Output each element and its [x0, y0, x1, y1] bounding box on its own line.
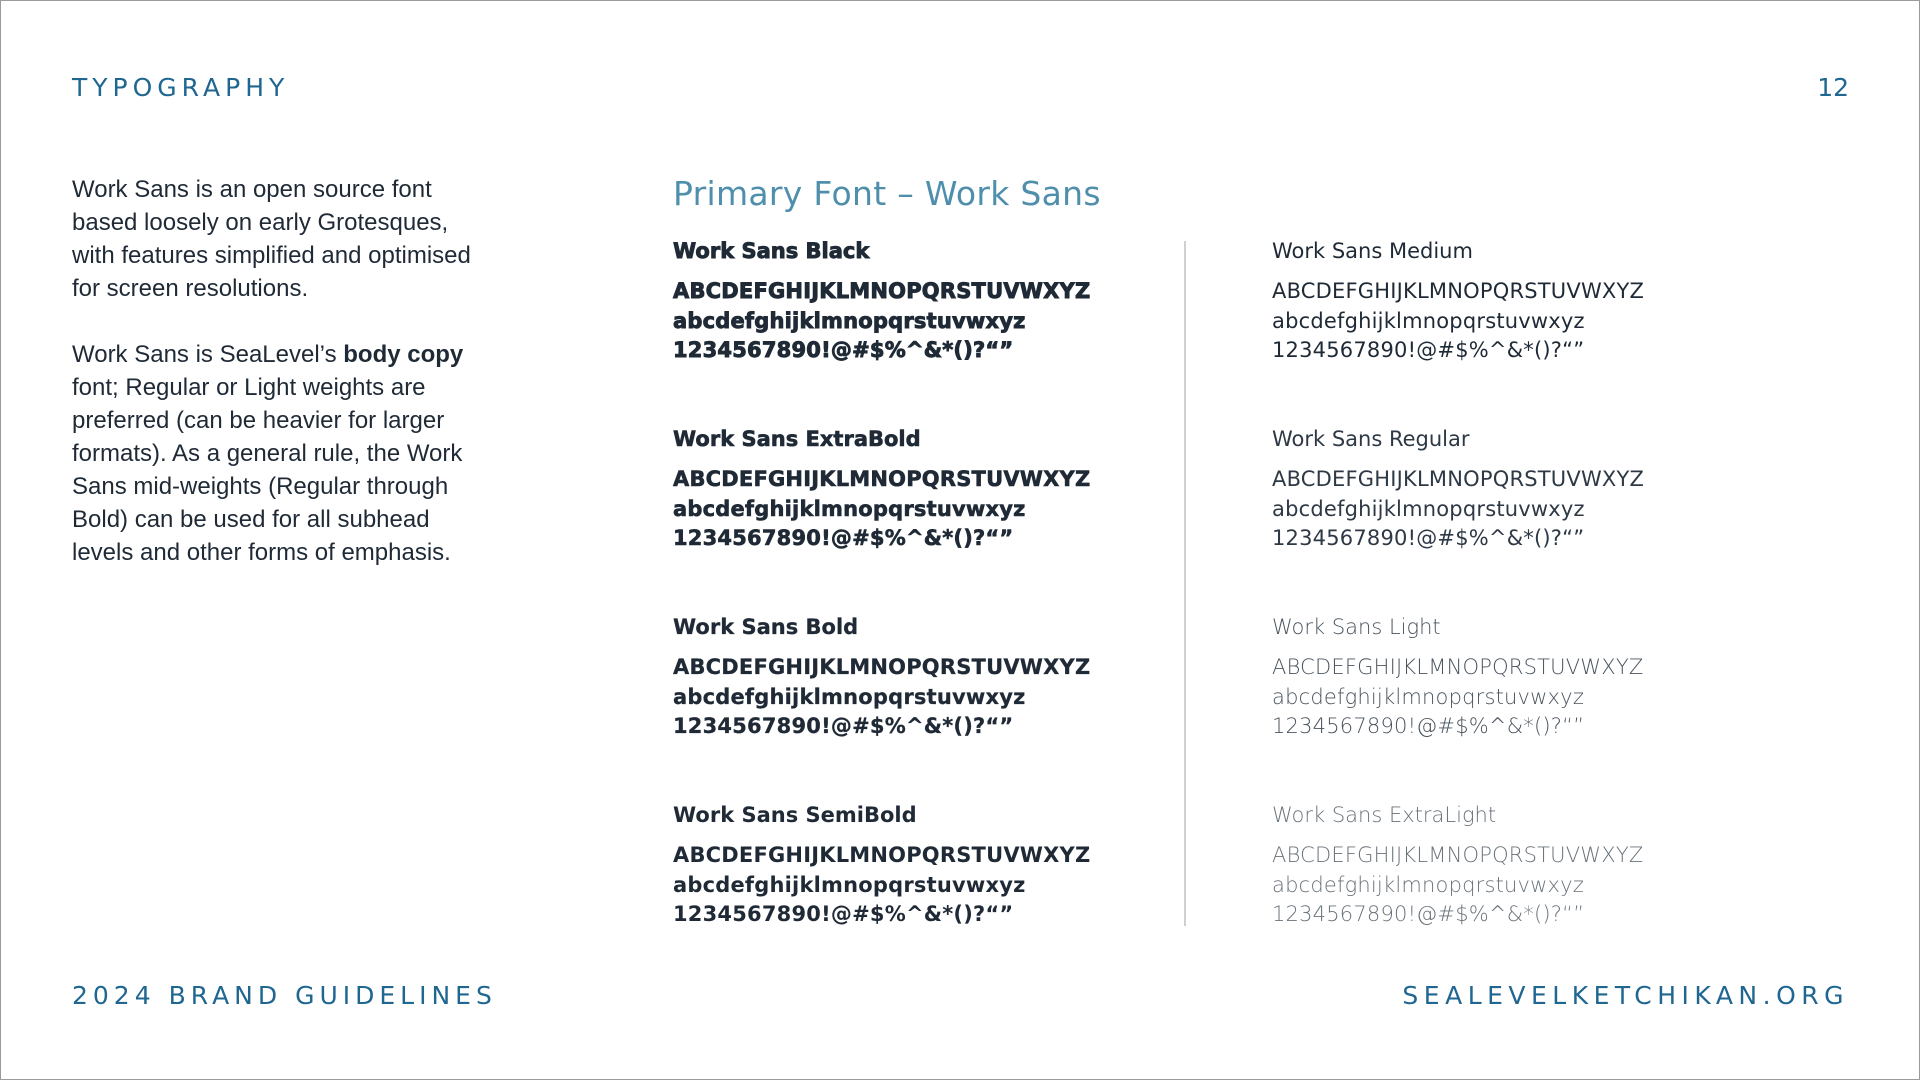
uppercase-sample: ABCDEFGHIJKLMNOPQRSTUVWXYZ — [673, 279, 1091, 303]
numerals-sample: 1234567890!@#$%^&*()?“” — [1272, 714, 1585, 738]
specimen-regular — [1272, 427, 1732, 615]
section-label: TYPOGRAPHY — [72, 73, 290, 102]
intro-emphasis: body copy — [343, 341, 464, 368]
intro-text — [72, 173, 492, 602]
specimen-extralight — [1272, 803, 1732, 991]
lowercase-sample: abcdefghijklmnopqrstuvwxyz — [1272, 308, 1585, 333]
section-title: Primary Font – Work Sans — [673, 174, 1101, 213]
specimen-bold — [673, 615, 1133, 803]
numerals-sample: 1234567890!@#$%^&*()?“” — [673, 526, 1014, 550]
intro-paragraph-2-end: font; Regular or Light weights are preferred (can be heavier for larger formats). As a general rule, the Work Sans mid-weights (Regular through Bold) can be used for all subhead levels and other forms of emphasis. — [72, 374, 463, 566]
numerals-sample: 1234567890!@#$%^&*()?“” — [673, 902, 1014, 926]
numerals-sample: 1234567890!@#$%^&*()?“” — [673, 714, 1014, 738]
numerals-sample: 1234567890!@#$%^&*()?“” — [1272, 338, 1585, 362]
specimen-extrabold — [673, 427, 1133, 615]
specimen-light — [1272, 615, 1732, 803]
lowercase-sample: abcdefghijklmnopqrstuvwxyz — [1272, 872, 1585, 897]
uppercase-sample: ABCDEFGHIJKLMNOPQRSTUVWXYZ — [1272, 655, 1644, 679]
weight-name: Work Sans Bold — [673, 615, 859, 639]
weight-name: Work Sans Medium — [1272, 239, 1473, 263]
heavy-weights-column — [673, 239, 1133, 991]
numerals-sample: 1234567890!@#$%^&*()?“” — [1272, 526, 1585, 550]
page-number: 12 — [1817, 73, 1849, 102]
uppercase-sample: ABCDEFGHIJKLMNOPQRSTUVWXYZ — [1272, 843, 1644, 867]
uppercase-sample: ABCDEFGHIJKLMNOPQRSTUVWXYZ — [673, 467, 1091, 491]
light-weights-column — [1272, 239, 1732, 991]
weight-name: Work Sans Regular — [1272, 427, 1470, 451]
lowercase-sample: abcdefghijklmnopqrstuvwxyz — [1272, 496, 1585, 521]
intro-paragraph-1: Work Sans is an open source font based loosely on early Grotesques, with features simplified and optimised for screen resolutions. — [72, 176, 471, 302]
lowercase-sample: abcdefghijklmnopqrstuvwxyz — [673, 872, 1026, 897]
lowercase-sample: abcdefghijklmnopqrstuvwxyz — [673, 496, 1026, 521]
uppercase-sample: ABCDEFGHIJKLMNOPQRSTUVWXYZ — [1272, 279, 1645, 303]
footer-brand-guidelines: 2024 BRAND GUIDELINES — [72, 981, 497, 1010]
uppercase-sample: ABCDEFGHIJKLMNOPQRSTUVWXYZ — [673, 655, 1091, 679]
specimen-medium — [1272, 239, 1732, 427]
numerals-sample: 1234567890!@#$%^&*()?“” — [1272, 902, 1585, 926]
specimen-semibold — [673, 803, 1133, 991]
lowercase-sample: abcdefghijklmnopqrstuvwxyz — [1272, 684, 1585, 709]
intro-paragraph-2-start: Work Sans is SeaLevel’s — [72, 341, 344, 368]
weight-name: Work Sans Light — [1272, 615, 1441, 639]
weight-name: Work Sans SemiBold — [673, 803, 917, 827]
lowercase-sample: abcdefghijklmnopqrstuvwxyz — [673, 308, 1026, 333]
lowercase-sample: abcdefghijklmnopqrstuvwxyz — [673, 684, 1026, 709]
uppercase-sample: ABCDEFGHIJKLMNOPQRSTUVWXYZ — [673, 843, 1091, 867]
uppercase-sample: ABCDEFGHIJKLMNOPQRSTUVWXYZ — [1272, 467, 1645, 491]
intro-paragraph-2 — [72, 338, 492, 569]
specimen-black — [673, 239, 1133, 427]
footer-website[interactable]: SEALEVELKETCHIKAN.ORG — [1402, 981, 1849, 1010]
column-divider — [1184, 241, 1186, 926]
numerals-sample: 1234567890!@#$%^&*()?“” — [673, 338, 1014, 362]
weight-name: Work Sans ExtraBold — [673, 427, 921, 451]
weight-name: Work Sans Black — [673, 239, 870, 263]
weight-name: Work Sans ExtraLight — [1272, 803, 1497, 827]
